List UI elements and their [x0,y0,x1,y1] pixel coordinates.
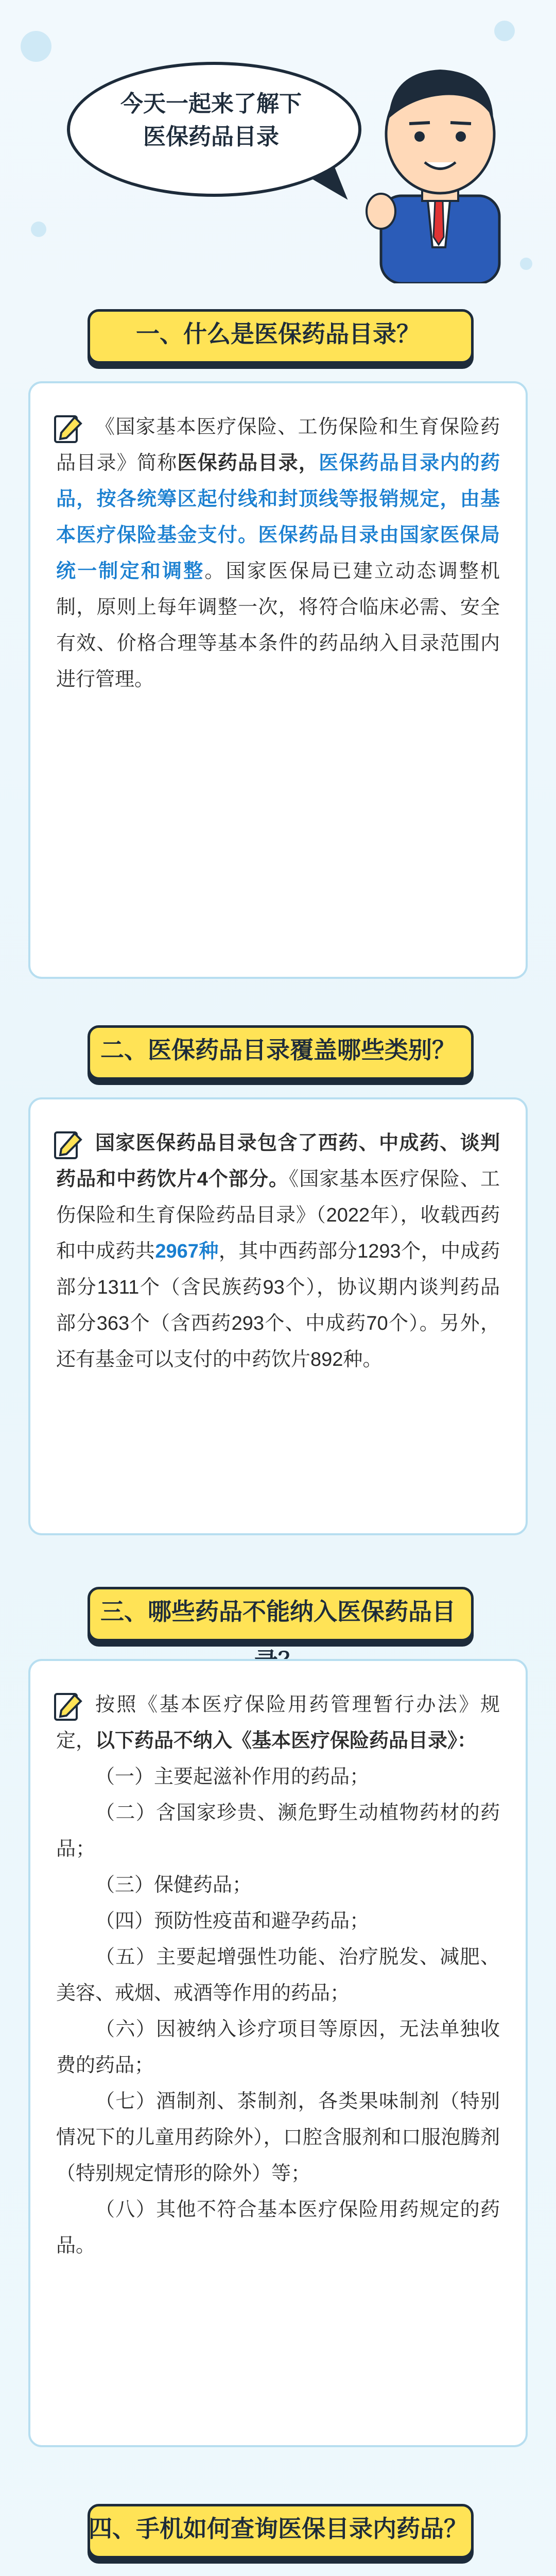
exclusion-list [56,1759,500,2264]
list-item: （七）酒制剂、茶制剂，各类果味制剂（特别情况下的儿童用药除外），口腔含服剂和口服泡腾剂（特别规定情形的除外）等； [56,2091,500,2184]
list-item: （八）其他不符合基本医疗保险用药规定的药品。 [56,2199,500,2257]
s3-intro-b: 以下药品不纳入《基本医疗保险药品目录》： [95,1730,477,1752]
list-item: （六）因被纳入诊疗项目等原因，无法单独收费的药品； [56,2019,500,2076]
s1-text-end: 。国家医保局已建立动态调整机制，原则上每年调整一次，将符合临床必需、安全有效、价格合理等基本条件的药品纳入目录范围内进行管理。 [56,561,500,690]
section3-title: 三、哪些药品不能纳入医保药品目 [100,1598,456,1625]
section2-header [88,1025,468,1082]
section3-intro [56,1687,500,1759]
s1-text-blue: 医保药品目录内的药品，按各统筹区起付线和封顶线等报销规定，由基本医疗保险基金支付。医保药品目录由国家医保局统一制定和调整 [56,452,500,582]
section2-paragraph [56,1125,500,1378]
list-item: （一）主要起滋补作用的药品； [95,1766,370,1788]
list-item: （三）保健药品； [95,1874,252,1896]
section4-title: 四、手机如何查询医保目录内药品？ [89,2515,467,2542]
section3-card [28,1659,528,2447]
section1-header [88,309,468,366]
section2-title: 二、医保药品目录覆盖哪些类别？ [100,1037,456,1063]
hero [0,0,556,289]
section3-header [88,1587,468,1643]
list-item: （二）含国家珍贵、濒危野生动植物药材的药品； [56,1802,500,1860]
s2-text-c: ，其中西药部分1293个，中成药部分1311个（含民族药93个），协议期内谈判药品部分363个（含西药293个、中成药70个）。另外，还有基金可以支付的中药饮片892种。 [56,1241,500,1370]
section1-card [28,381,528,979]
s2-text-a: 《国家基本医疗保险、工伤保险和生育保险药品目录》（2022年），收载西药和中成药共 [56,1168,500,1262]
s1-text-a: 《国家基本医疗保险、工伤保险和生育保险药品目录》简称 [56,416,500,474]
section1-paragraph [56,409,500,698]
s1-text-bold: 医保药品目录， [177,452,319,474]
pencil-icon [51,1128,84,1161]
section4-header [88,2504,468,2561]
hero-title [82,88,340,154]
businessman-illustration [360,41,515,283]
hero-title-line2: 医保药品目录 [143,124,279,149]
pencil-icon [51,1690,84,1723]
s2-text-num: 2967种 [155,1241,219,1262]
pencil-icon [51,412,84,445]
s2-text-bold: 国家医保药品目录包含了西药、中成药、谈判药品和中药饮片4个部分。 [56,1132,500,1190]
section1-title: 一、什么是医保药品目录？ [136,320,420,347]
section2-card [28,1097,528,1535]
list-item: （四）预防性疫苗和避孕药品； [95,1910,370,1932]
hero-title-line1: 今天一起来了解下 [120,91,302,116]
s3-intro-a: 按照《基本医疗保险用药管理暂行办法》规定， [56,1694,500,1752]
list-item: （五）主要起增强性功能、治疗脱发、减肥、美容、戒烟、戒酒等作用的药品； [56,1946,500,2004]
